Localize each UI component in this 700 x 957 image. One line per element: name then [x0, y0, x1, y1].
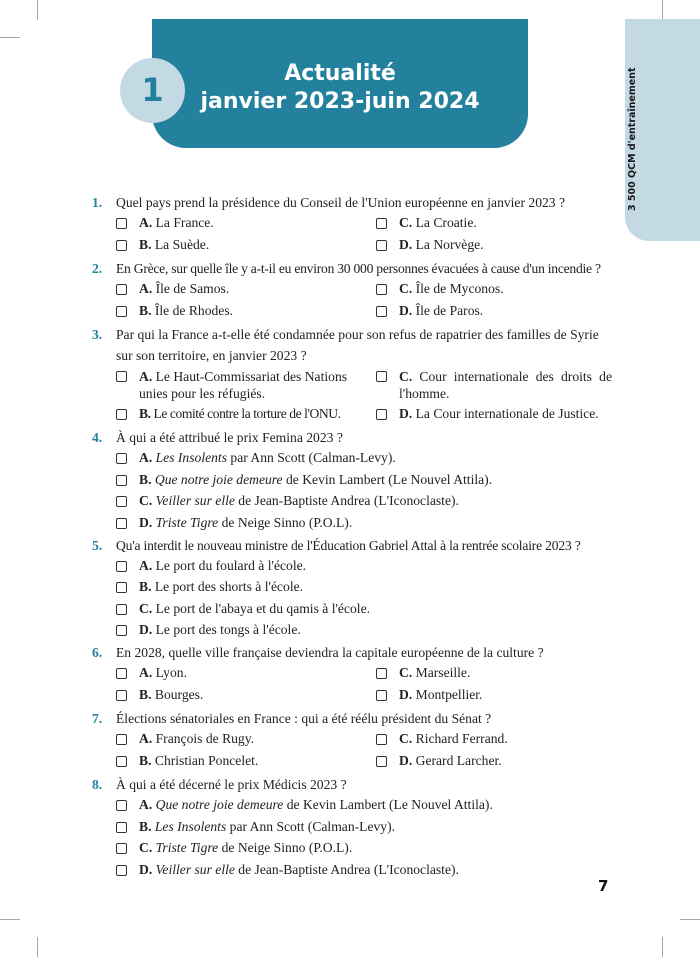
option[interactable]: A. Que notre joie demeure de Kevin Lambert (Le Nouvel Attila). — [116, 795, 612, 815]
question-number: 3. — [92, 327, 103, 342]
option[interactable]: C. Cour internationale des droits de l'homme. — [376, 366, 612, 402]
option[interactable]: D. La Norvège. — [376, 235, 612, 255]
crop-mark — [662, 937, 663, 957]
question — [92, 427, 612, 533]
checkbox-icon[interactable] — [376, 240, 387, 251]
option[interactable]: D. Gerard Larcher. — [376, 751, 612, 771]
question — [92, 535, 612, 641]
checkbox-icon[interactable] — [376, 306, 387, 317]
checkbox-icon[interactable] — [116, 561, 127, 572]
crop-mark — [37, 937, 38, 957]
question-number: 6. — [92, 645, 103, 660]
question-number: 5. — [92, 537, 103, 553]
option[interactable]: B. Le port des shorts à l'école. — [116, 577, 612, 597]
checkbox-icon[interactable] — [116, 496, 127, 507]
checkbox-icon[interactable] — [116, 734, 127, 745]
checkbox-icon[interactable] — [376, 409, 387, 420]
checkbox-icon[interactable] — [116, 306, 127, 317]
crop-mark — [0, 919, 20, 920]
checkbox-icon[interactable] — [116, 371, 127, 382]
crop-mark — [662, 0, 663, 20]
question-text: Quel pays prend la présidence du Conseil de l'Union européenne en janvier 2023 ? — [116, 195, 566, 210]
checkbox-icon[interactable] — [116, 668, 127, 679]
option[interactable]: C. Île de Myconos. — [376, 279, 612, 299]
question — [92, 192, 612, 256]
option[interactable]: A. La France. — [116, 213, 376, 233]
checkbox-icon[interactable] — [116, 475, 127, 486]
option[interactable]: B. Les Insolents par Ann Scott (Calman-Levy). — [116, 817, 612, 837]
option[interactable]: B. Christian Poncelet. — [116, 751, 376, 771]
option[interactable]: D. Le port des tongs à l'école. — [116, 620, 612, 640]
option[interactable]: A. Lyon. — [116, 663, 376, 683]
chapter-number-badge: 1 — [120, 58, 185, 123]
option[interactable]: A. François de Rugy. — [116, 729, 376, 749]
checkbox-icon[interactable] — [376, 734, 387, 745]
question — [92, 324, 612, 425]
checkbox-icon[interactable] — [376, 756, 387, 767]
checkbox-icon[interactable] — [116, 284, 127, 295]
crop-mark — [0, 37, 20, 38]
question-list — [92, 192, 612, 882]
question — [92, 708, 612, 772]
option[interactable]: B. Que notre joie demeure de Kevin Lambert (Le Nouvel Attila). — [116, 470, 612, 490]
checkbox-icon[interactable] — [116, 690, 127, 701]
question-text: Qu'a interdit le nouveau ministre de l'Éducation Gabriel Attal à la rentrée scolaire 2023 ? — [116, 537, 581, 553]
checkbox-icon[interactable] — [376, 284, 387, 295]
page-number: 7 — [598, 877, 609, 895]
checkbox-icon[interactable] — [116, 800, 127, 811]
option[interactable]: D. La Cour internationale de Justice. — [376, 404, 612, 424]
question — [92, 774, 612, 880]
chapter-title-line1: Actualité — [284, 61, 396, 86]
checkbox-icon[interactable] — [116, 453, 127, 464]
question-text: En 2028, quelle ville française deviendra la capitale européenne de la culture ? — [116, 645, 544, 660]
checkbox-icon[interactable] — [116, 518, 127, 529]
option[interactable]: C. Le port de l'abaya et du qamis à l'école. — [116, 599, 612, 619]
option[interactable]: C. Marseille. — [376, 663, 612, 683]
checkbox-icon[interactable] — [376, 668, 387, 679]
option[interactable]: D. Veiller sur elle de Jean-Baptiste Andrea (L'Iconoclaste). — [116, 860, 612, 880]
option[interactable]: C. Veiller sur elle de Jean-Baptiste Andrea (L'Iconoclaste). — [116, 491, 612, 511]
checkbox-icon[interactable] — [376, 218, 387, 229]
question-number: 2. — [92, 261, 103, 276]
option[interactable]: C. La Croatie. — [376, 213, 612, 233]
question-number: 4. — [92, 430, 103, 445]
checkbox-icon[interactable] — [116, 582, 127, 593]
option[interactable]: A. Les Insolents par Ann Scott (Calman-Levy). — [116, 448, 612, 468]
question-text: À qui a été décerné le prix Médicis 2023 ? — [116, 777, 347, 792]
question-number: 1. — [92, 195, 103, 210]
option[interactable]: A. Le port du foulard à l'école. — [116, 556, 612, 576]
question-number: 8. — [92, 777, 103, 792]
checkbox-icon[interactable] — [376, 690, 387, 701]
question-text: Par qui la France a-t-elle été condamnée pour son refus de rapatrier des familles de Syrie sur son territoire, en janvier 2023 ? — [116, 327, 599, 363]
crop-mark — [37, 0, 38, 20]
chapter-title-line2: janvier 2023-juin 2024 — [200, 89, 480, 114]
checkbox-icon[interactable] — [116, 604, 127, 615]
checkbox-icon[interactable] — [116, 240, 127, 251]
checkbox-icon[interactable] — [116, 218, 127, 229]
option[interactable]: D. Montpellier. — [376, 685, 612, 705]
question — [92, 642, 612, 706]
option[interactable]: D. Île de Paros. — [376, 301, 612, 321]
option[interactable]: D. Triste Tigre de Neige Sinno (P.O.L). — [116, 513, 612, 533]
option[interactable]: A. Île de Samos. — [116, 279, 376, 299]
checkbox-icon[interactable] — [376, 371, 387, 382]
question-text: Élections sénatoriales en France : qui a été réélu président du Sénat ? — [116, 711, 492, 726]
checkbox-icon[interactable] — [116, 822, 127, 833]
option[interactable]: B. Le comité contre la torture de l'ONU. — [116, 404, 376, 424]
option[interactable]: B. Bourges. — [116, 685, 376, 705]
checkbox-icon[interactable] — [116, 865, 127, 876]
side-tab-label: 3 500 QCM d'entraînement — [627, 67, 638, 211]
checkbox-icon[interactable] — [116, 843, 127, 854]
question — [92, 258, 612, 322]
option[interactable]: B. Île de Rhodes. — [116, 301, 376, 321]
option[interactable]: B. La Suède. — [116, 235, 376, 255]
question-text: À qui a été attribué le prix Femina 2023 ? — [116, 430, 343, 445]
crop-mark — [680, 919, 700, 920]
question-text: En Grèce, sur quelle île y a-t-il eu environ 30 000 personnes évacuées à cause d'un incendie ? — [116, 261, 601, 276]
question-number: 7. — [92, 711, 103, 726]
checkbox-icon[interactable] — [116, 409, 127, 420]
option[interactable]: A. Le Haut-Commissariat des Nations unies pour les réfugiés. — [116, 366, 376, 402]
option[interactable]: C. Richard Ferrand. — [376, 729, 612, 749]
checkbox-icon[interactable] — [116, 756, 127, 767]
option[interactable]: C. Triste Tigre de Neige Sinno (P.O.L). — [116, 838, 612, 858]
chapter-title — [152, 60, 528, 116]
checkbox-icon[interactable] — [116, 625, 127, 636]
